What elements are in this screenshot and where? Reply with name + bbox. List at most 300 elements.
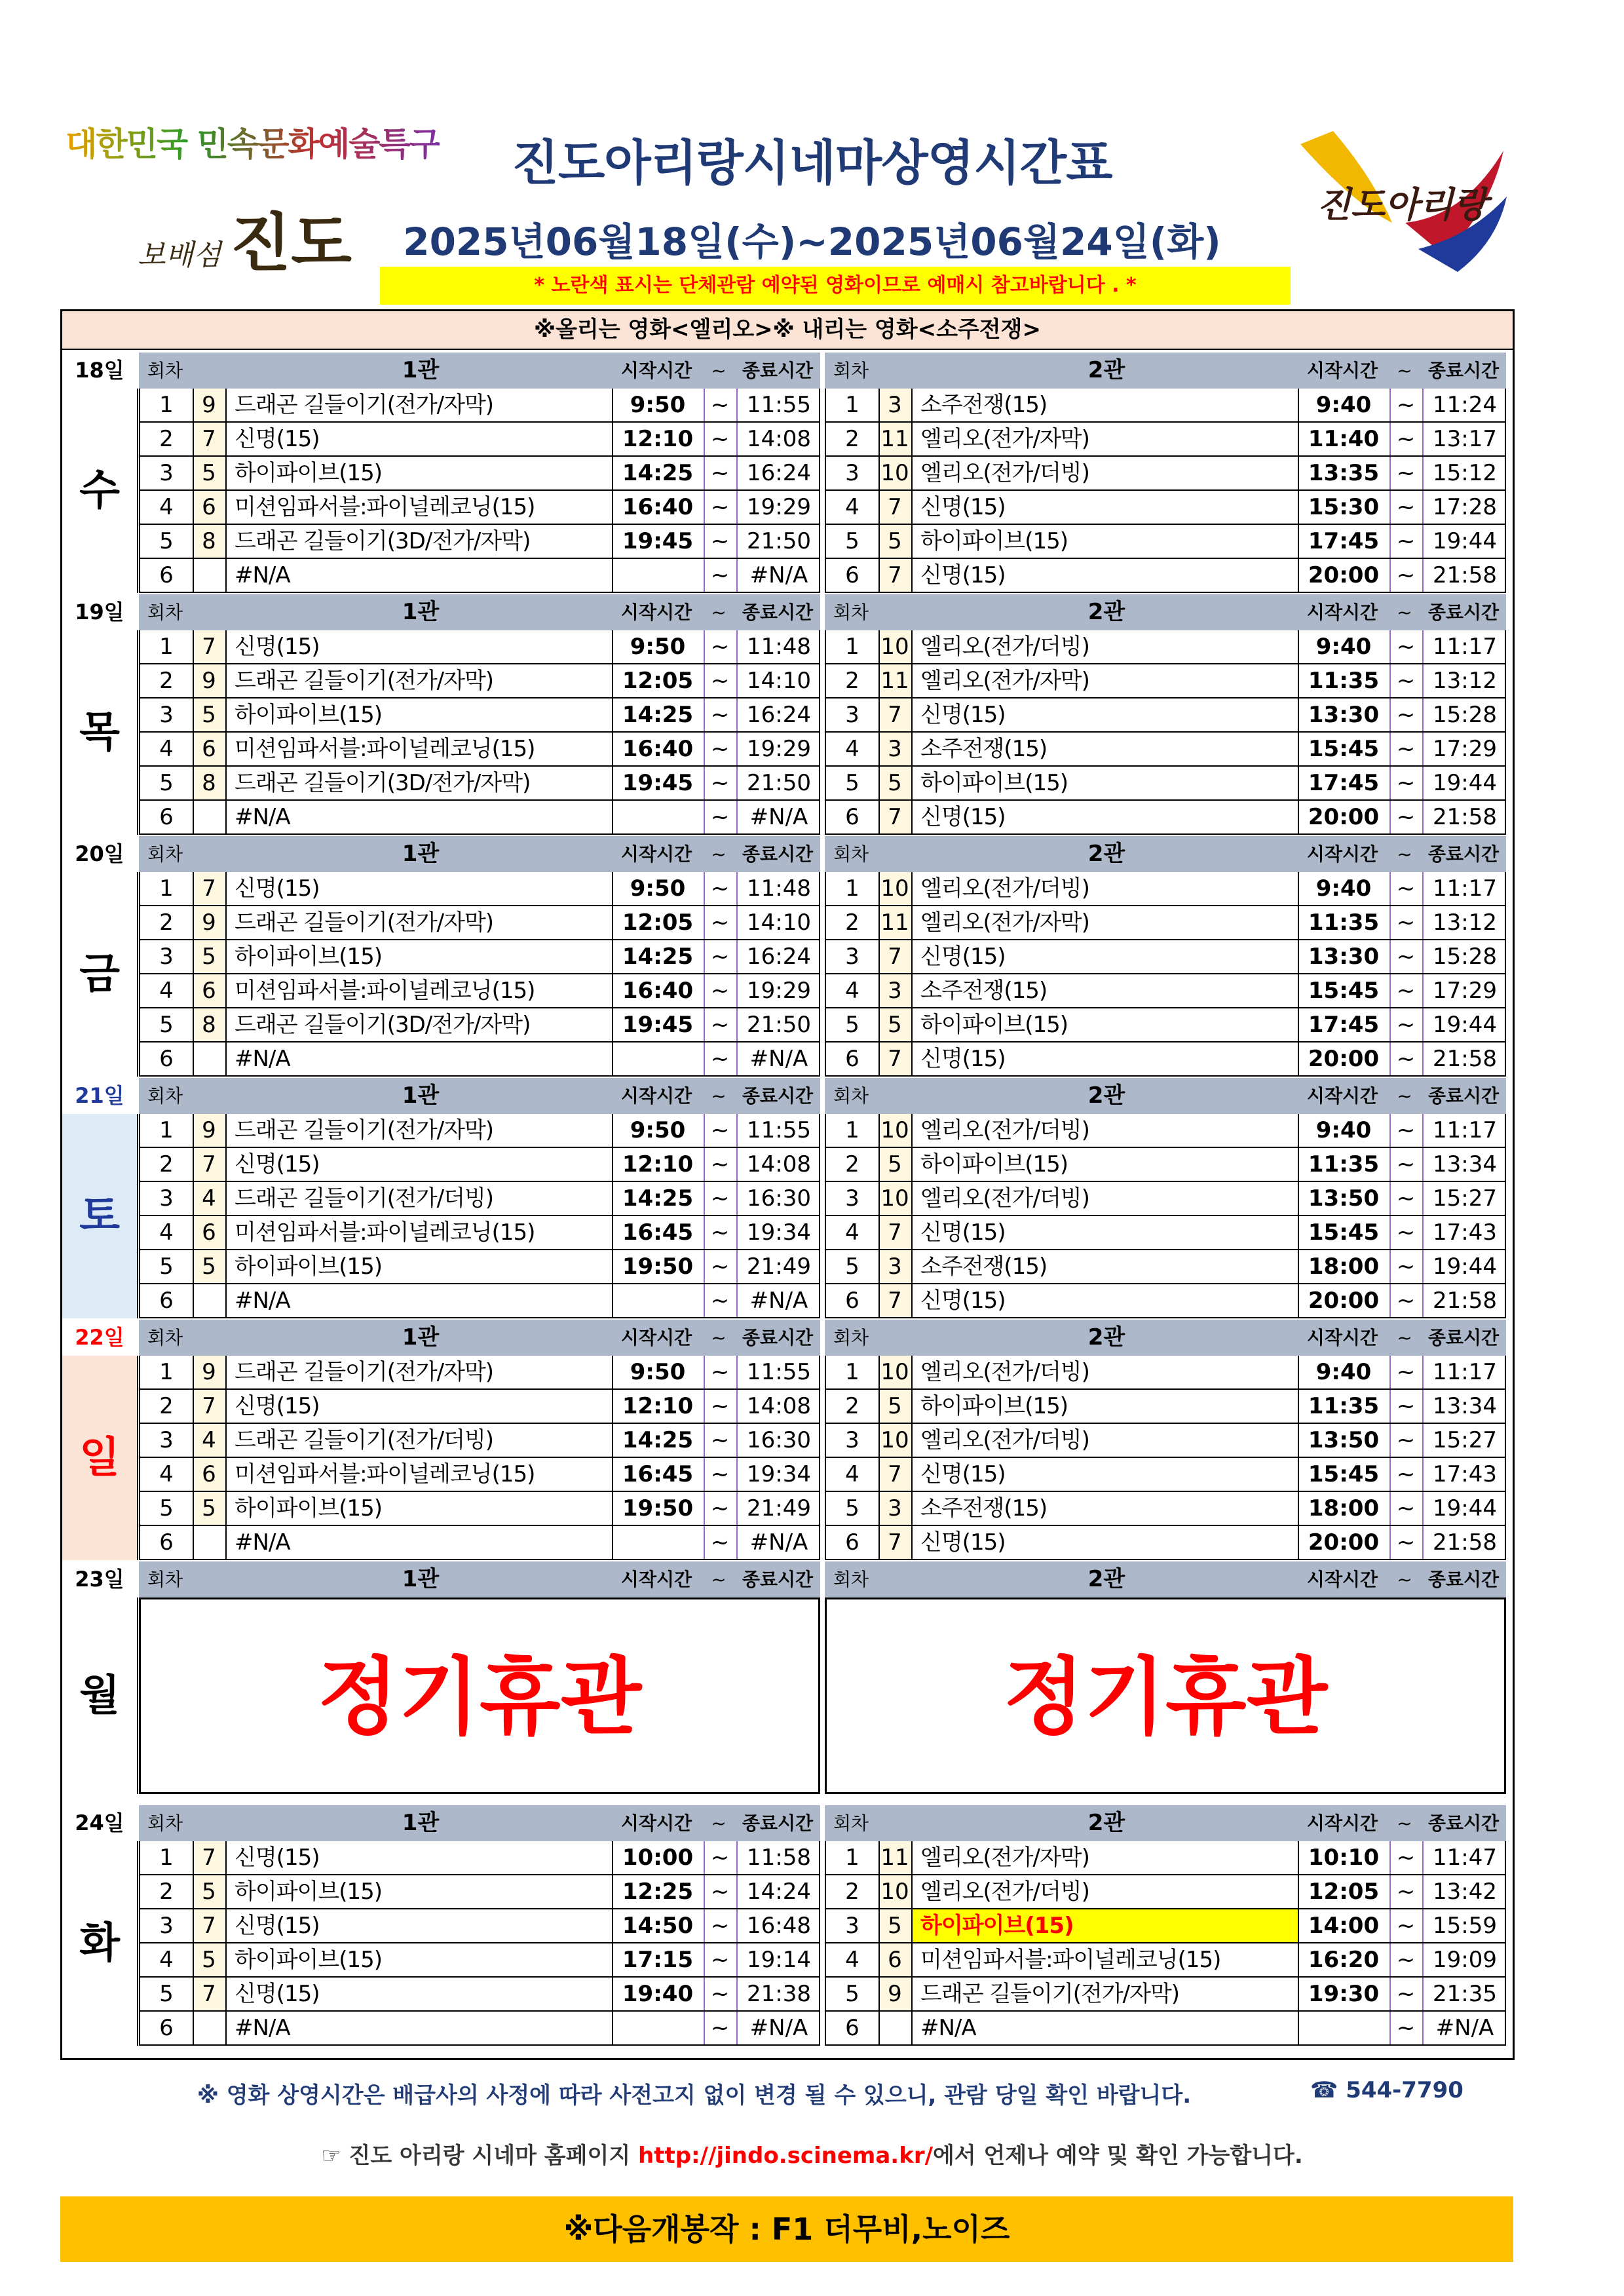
column-divider	[911, 630, 913, 663]
movie-code: 7	[888, 1529, 902, 1556]
movie-title: 신명(15)	[235, 1913, 320, 1939]
showtime-row[interactable]	[140, 1458, 819, 1492]
hall1-header	[139, 836, 820, 872]
showtime-row[interactable]	[826, 525, 1505, 559]
showtime-row[interactable]	[140, 1114, 819, 1148]
round-number: 5	[159, 528, 174, 554]
movie-title: 엘리오(전가/자막)	[920, 909, 1089, 936]
start-header: 시작시간	[620, 602, 692, 623]
showtime-row[interactable]	[826, 733, 1505, 767]
movie-title: 엘리오(전가/더빙)	[920, 634, 1089, 660]
movie-title: 하이파이브(15)	[235, 1879, 383, 1905]
schedule-period: 2025년06월18일(수)~2025년06월24일(화)	[403, 220, 1221, 264]
showtime-row[interactable]	[826, 423, 1505, 457]
end-time: 13:34	[1433, 1151, 1497, 1177]
column-divider	[225, 906, 227, 939]
movie-code: 6	[202, 978, 216, 1004]
showtime-row[interactable]	[826, 1458, 1505, 1492]
schedule-change-text: ※ 영화 상영시간은 배급사의 사정에 따라 사전고지 없이 변경 될 수 있으니, 관람 당일 확인 바랍니다.	[197, 2082, 1192, 2109]
start-time: 14:25	[622, 460, 694, 486]
column-divider	[225, 1043, 227, 1075]
round-header: 회차	[833, 843, 869, 865]
showtime-row[interactable]	[140, 1875, 819, 1909]
hall2-header	[825, 1320, 1506, 1356]
start-time: 14:25	[622, 1185, 694, 1212]
showtime-row[interactable]	[826, 906, 1505, 940]
column-divider	[911, 525, 913, 558]
start-header: 시작시간	[1306, 843, 1378, 865]
column-divider	[911, 1875, 913, 1908]
movie-title: 신명(15)	[235, 1151, 320, 1177]
movie-code	[193, 559, 225, 592]
end-header: 종료시간	[742, 1812, 814, 1834]
column-divider	[225, 1216, 227, 1249]
movie-title: 미션임파서블:파이널레코닝(15)	[235, 494, 535, 520]
movie-code: 10	[880, 460, 909, 486]
showtime-row[interactable]	[140, 1909, 819, 1943]
day-block	[60, 353, 1515, 593]
start-time: 13:50	[1308, 1185, 1380, 1212]
hall-name: 2관	[1087, 841, 1125, 867]
showtime-row[interactable]	[140, 1841, 819, 1875]
showtime-row[interactable]	[826, 559, 1505, 593]
showtime-row[interactable]	[140, 1284, 819, 1318]
column-divider	[225, 1284, 227, 1317]
movie-code: 10	[880, 1427, 909, 1453]
end-time: 17:28	[1433, 494, 1497, 520]
showtime-row[interactable]	[826, 1875, 1505, 1909]
round-number: 4	[159, 494, 174, 520]
end-time: 11:58	[747, 1845, 811, 1871]
movie-code	[193, 1526, 225, 1559]
tilde-header: ~	[711, 843, 727, 865]
start-time: 10:00	[622, 1845, 694, 1871]
showtime-row[interactable]	[826, 1284, 1505, 1318]
round-number: 4	[845, 1947, 859, 1973]
movie-title: #N/A	[235, 1288, 290, 1314]
showtime-row[interactable]	[826, 698, 1505, 733]
homepage-link[interactable]: http://jindo.scinema.kr/	[638, 2143, 934, 2169]
column-divider	[911, 491, 913, 524]
showtime-row[interactable]	[826, 1526, 1505, 1560]
tilde-header: ~	[1397, 1569, 1412, 1590]
end-time: 17:29	[1433, 736, 1497, 762]
showtime-row[interactable]	[140, 1182, 819, 1216]
start-time	[612, 1526, 704, 1559]
end-time: 11:47	[1433, 1845, 1497, 1871]
start-time: 11:35	[1308, 1393, 1380, 1419]
hall1-closed-notice: 정기휴관	[139, 1598, 820, 1794]
movie-title: 드래곤 길들이기(전가/자막)	[235, 668, 494, 694]
round-number: 2	[845, 1879, 859, 1905]
round-number: 2	[845, 1393, 859, 1419]
round-number: 6	[159, 1288, 174, 1314]
round-number: 6	[845, 804, 859, 830]
round-number: 4	[159, 978, 174, 1004]
showtime-row[interactable]	[826, 1043, 1505, 1077]
movie-code: 5	[202, 1253, 216, 1280]
column-divider	[911, 1148, 913, 1181]
tilde-header: ~	[711, 360, 727, 381]
start-header: 시작시간	[1306, 360, 1378, 381]
day-block	[60, 1078, 1515, 1318]
round-number: 4	[845, 1461, 859, 1487]
start-time: 14:25	[622, 702, 694, 728]
movie-title: 소주전쟁(15)	[920, 978, 1048, 1004]
column-divider	[911, 1182, 913, 1215]
movie-code: 3	[888, 392, 902, 418]
movie-title: #N/A	[235, 2015, 290, 2041]
movie-title: 엘리오(전가/더빙)	[920, 1185, 1089, 1212]
showtime-row[interactable]	[140, 630, 819, 664]
round-number: 1	[845, 634, 859, 660]
round-number: 3	[159, 944, 174, 970]
showtime-row[interactable]	[140, 1978, 819, 2012]
time-separator: ~	[710, 392, 730, 418]
time-separator: ~	[710, 736, 730, 762]
start-time: 12:25	[622, 1879, 694, 1905]
round-number: 5	[159, 1981, 174, 2007]
start-header: 시작시간	[620, 1085, 692, 1107]
showtime-row[interactable]	[826, 2012, 1505, 2046]
start-time	[612, 1043, 704, 1075]
showtime-row[interactable]	[140, 1043, 819, 1077]
showtime-row[interactable]	[826, 491, 1505, 525]
end-time: 11:55	[747, 1117, 811, 1143]
time-separator: ~	[1396, 1359, 1416, 1385]
round-number: 4	[159, 1947, 174, 1973]
movie-code: 3	[888, 736, 902, 762]
showtime-row[interactable]	[826, 1978, 1505, 2012]
day-date: 22일	[60, 1320, 140, 1356]
showtime-row[interactable]	[140, 1943, 819, 1978]
hall2-header	[825, 594, 1506, 630]
weekday-label: 금	[62, 872, 138, 1077]
column-divider	[911, 1424, 913, 1457]
round-number: 4	[845, 1219, 859, 1246]
showtime-row[interactable]	[140, 389, 819, 423]
movie-code: 7	[202, 1393, 216, 1419]
movie-code: 7	[888, 1046, 902, 1072]
showtime-row[interactable]	[140, 801, 819, 835]
time-separator: ~	[1396, 562, 1416, 588]
movie-code	[193, 1284, 225, 1317]
movie-code: 5	[888, 528, 902, 554]
movie-code: 5	[888, 1151, 902, 1177]
column-divider	[225, 940, 227, 973]
round-number: 1	[159, 1117, 174, 1143]
end-time: 21:49	[747, 1253, 811, 1280]
hall-name: 2관	[1087, 1082, 1125, 1109]
round-number: 3	[845, 460, 859, 486]
movie-title: 미션임파서블:파이널레코닝(15)	[235, 978, 535, 1004]
start-time: 19:40	[622, 1981, 694, 2007]
column-divider	[911, 1216, 913, 1249]
showtime-row[interactable]	[826, 872, 1505, 906]
time-separator: ~	[710, 426, 730, 452]
end-header: 종료시간	[742, 360, 814, 381]
hall-name: 2관	[1087, 599, 1125, 625]
showtime-row[interactable]	[826, 1250, 1505, 1284]
end-time: 14:08	[747, 426, 811, 452]
time-separator: ~	[1396, 1529, 1416, 1556]
movie-code: 7	[888, 562, 902, 588]
showtime-row[interactable]	[140, 423, 819, 457]
hall2-showtimes	[825, 389, 1506, 593]
showtime-row[interactable]	[140, 2012, 819, 2046]
column-divider	[911, 1043, 913, 1075]
start-time	[1298, 2012, 1389, 2044]
column-divider	[911, 1526, 913, 1559]
time-separator: ~	[1396, 1427, 1416, 1453]
end-time: #N/A	[749, 562, 808, 588]
showtime-row[interactable]	[140, 525, 819, 559]
column-divider	[911, 906, 913, 939]
showtime-row[interactable]	[140, 1216, 819, 1250]
start-time: 11:40	[1308, 426, 1380, 452]
column-divider	[911, 1008, 913, 1041]
start-time: 15:30	[1308, 494, 1380, 520]
round-number: 3	[159, 702, 174, 728]
start-time: 14:25	[622, 1427, 694, 1453]
showtime-row[interactable]	[826, 940, 1505, 974]
hall1-header	[139, 1320, 820, 1356]
showtime-row[interactable]	[826, 1148, 1505, 1182]
start-time: 19:50	[622, 1253, 694, 1280]
start-time: 16:45	[622, 1461, 694, 1487]
showtime-row[interactable]	[826, 1909, 1505, 1943]
time-separator: ~	[710, 1253, 730, 1280]
time-separator: ~	[710, 1185, 730, 1212]
movie-title: 드래곤 길들이기(전가/자막)	[235, 1117, 494, 1143]
time-separator: ~	[710, 1427, 730, 1453]
round-number: 1	[159, 634, 174, 660]
movie-title: 엘리오(전가/더빙)	[920, 1879, 1089, 1905]
showtime-row[interactable]	[140, 940, 819, 974]
showtime-row[interactable]	[140, 559, 819, 593]
round-number: 1	[845, 392, 859, 418]
time-separator: ~	[1396, 668, 1416, 694]
column-divider	[911, 974, 913, 1007]
time-separator: ~	[1396, 1393, 1416, 1419]
movie-title: 엘리오(전가/더빙)	[920, 875, 1089, 902]
column-divider	[225, 801, 227, 833]
showtime-row[interactable]	[140, 664, 819, 698]
movie-code: 7	[202, 875, 216, 902]
hall2-header	[825, 1561, 1506, 1598]
showtime-row[interactable]	[140, 1148, 819, 1182]
showtime-row[interactable]	[140, 457, 819, 491]
movie-code: 7	[888, 494, 902, 520]
showtime-row[interactable]	[826, 1216, 1505, 1250]
time-separator: ~	[710, 1046, 730, 1072]
column-divider	[911, 559, 913, 592]
showtime-row[interactable]	[826, 1008, 1505, 1043]
round-number: 2	[159, 668, 174, 694]
start-time: 15:45	[1308, 1219, 1380, 1246]
showtime-row[interactable]	[826, 457, 1505, 491]
time-separator: ~	[1396, 1253, 1416, 1280]
showtime-row[interactable]	[140, 906, 819, 940]
group-booking-notice: * 노란색 표시는 단체관람 예약된 영화이므로 예매시 참고바랍니다 . *	[380, 267, 1291, 305]
movie-title: 신명(15)	[235, 875, 320, 902]
end-time: 11:17	[1433, 1359, 1497, 1385]
round-number: 1	[159, 875, 174, 902]
movie-code: 5	[888, 1393, 902, 1419]
movie-title: 하이파이브(15)	[235, 1253, 383, 1280]
start-time	[612, 1284, 704, 1317]
time-separator: ~	[1396, 702, 1416, 728]
start-time: 12:05	[622, 909, 694, 936]
showtime-row[interactable]	[140, 1492, 819, 1526]
start-time	[612, 559, 704, 592]
showtime-row[interactable]	[140, 872, 819, 906]
end-header: 종료시간	[742, 843, 814, 865]
column-divider	[225, 1390, 227, 1423]
end-time: 16:24	[747, 944, 811, 970]
movie-title: 드래곤 길들이기(전가/자막)	[920, 1981, 1180, 2007]
end-time: #N/A	[749, 804, 808, 830]
column-divider	[225, 1148, 227, 1181]
showtime-row[interactable]	[140, 1424, 819, 1458]
showtime-row[interactable]	[140, 1250, 819, 1284]
start-time: 19:50	[622, 1495, 694, 1521]
showtime-row[interactable]	[826, 1390, 1505, 1424]
showtime-row[interactable]	[140, 698, 819, 733]
showtime-row[interactable]	[826, 389, 1505, 423]
start-header: 시작시간	[620, 1327, 692, 1349]
movie-title: 하이파이브(15)	[235, 1947, 383, 1973]
showtime-row[interactable]	[826, 1114, 1505, 1148]
showtime-row[interactable]	[826, 1182, 1505, 1216]
hall1-header	[139, 1805, 820, 1841]
showtime-row[interactable]	[140, 491, 819, 525]
end-time: 11:55	[747, 1359, 811, 1385]
end-time: 15:27	[1433, 1427, 1497, 1453]
showtime-row[interactable]	[826, 1492, 1505, 1526]
movie-title: 드래곤 길들이기(3D/전가/자막)	[235, 770, 531, 796]
tilde-header: ~	[1397, 1812, 1412, 1834]
hall2-showtimes	[825, 1114, 1506, 1318]
time-separator: ~	[710, 1012, 730, 1038]
time-separator: ~	[1396, 770, 1416, 796]
showtime-row[interactable]	[826, 664, 1505, 698]
tilde-header: ~	[711, 602, 727, 623]
column-divider	[225, 974, 227, 1007]
column-divider	[911, 940, 913, 973]
time-separator: ~	[710, 1359, 730, 1385]
end-time: 19:44	[1433, 1495, 1497, 1521]
showtime-row[interactable]	[826, 801, 1505, 835]
day-date: 20일	[60, 836, 140, 872]
movie-code: 9	[202, 392, 216, 418]
movie-title: 신명(15)	[235, 1981, 320, 2007]
start-time: 19:45	[622, 528, 694, 554]
column-divider	[225, 1424, 227, 1457]
round-header: 회차	[147, 1569, 183, 1590]
time-separator: ~	[710, 494, 730, 520]
showtime-row[interactable]	[140, 974, 819, 1008]
showtime-row[interactable]	[826, 630, 1505, 664]
round-header: 회차	[833, 1812, 869, 1834]
round-number: 3	[845, 1427, 859, 1453]
weekday-label: 일	[62, 1356, 138, 1560]
round-number: 6	[845, 1288, 859, 1314]
end-time: 16:30	[747, 1185, 811, 1212]
start-time: 9:50	[630, 1117, 686, 1143]
movie-code: 3	[888, 1495, 902, 1521]
showtime-row[interactable]	[140, 1008, 819, 1043]
round-number: 5	[845, 770, 859, 796]
start-time: 14:25	[622, 944, 694, 970]
showtime-row[interactable]	[140, 733, 819, 767]
round-number: 6	[845, 1529, 859, 1556]
end-time: 21:58	[1433, 1046, 1497, 1072]
showtime-row[interactable]	[826, 974, 1505, 1008]
phone-number[interactable]: ☎ 544-7790	[1310, 2077, 1463, 2103]
end-time: 19:29	[747, 736, 811, 762]
start-time: 13:30	[1308, 944, 1380, 970]
start-time: 20:00	[1308, 1288, 1380, 1314]
end-time: 19:09	[1433, 1947, 1497, 1973]
movie-title: 드래곤 길들이기(전가/더빙)	[235, 1427, 494, 1453]
weekday-label: 토	[62, 1114, 138, 1318]
day-date: 24일	[60, 1805, 140, 1841]
round-number: 3	[845, 1185, 859, 1212]
end-time: 21:58	[1433, 804, 1497, 830]
showtime-row[interactable]	[826, 767, 1505, 801]
column-divider	[911, 664, 913, 697]
end-time: 21:49	[747, 1495, 811, 1521]
day-date: 23일	[60, 1561, 140, 1598]
column-divider	[225, 525, 227, 558]
showtime-row[interactable]	[140, 1356, 819, 1390]
end-time: 15:27	[1433, 1185, 1497, 1212]
round-number: 4	[159, 736, 174, 762]
time-separator: ~	[710, 2015, 730, 2041]
movie-title: 하이파이브(15)	[920, 1151, 1068, 1177]
movie-title: 미션임파서블:파이널레코닝(15)	[235, 1219, 535, 1246]
start-time: 12:10	[622, 1151, 694, 1177]
start-time: 9:40	[1315, 1117, 1372, 1143]
column-divider	[225, 733, 227, 765]
showtime-row[interactable]	[140, 1390, 819, 1424]
start-time: 19:45	[622, 770, 694, 796]
movie-title: 신명(15)	[235, 426, 320, 452]
movie-code: 7	[888, 702, 902, 728]
end-time: 13:34	[1433, 1393, 1497, 1419]
end-time: 17:43	[1433, 1219, 1497, 1246]
time-separator: ~	[1396, 1461, 1416, 1487]
column-divider	[911, 767, 913, 799]
movie-code	[193, 801, 225, 833]
column-divider	[911, 1841, 913, 1874]
showtime-row[interactable]	[140, 1526, 819, 1560]
end-time: 21:35	[1433, 1981, 1497, 2007]
showtime-row[interactable]	[826, 1943, 1505, 1978]
showtime-row[interactable]	[826, 1841, 1505, 1875]
movie-code: 5	[888, 1012, 902, 1038]
showtime-row[interactable]	[140, 767, 819, 801]
movie-code	[193, 2012, 225, 2044]
showtime-row[interactable]	[826, 1424, 1505, 1458]
showtime-row[interactable]	[826, 1356, 1505, 1390]
round-number: 6	[159, 804, 174, 830]
column-divider	[911, 1356, 913, 1388]
column-divider	[911, 389, 913, 421]
start-time: 10:10	[1308, 1845, 1380, 1871]
time-separator: ~	[1396, 1117, 1416, 1143]
